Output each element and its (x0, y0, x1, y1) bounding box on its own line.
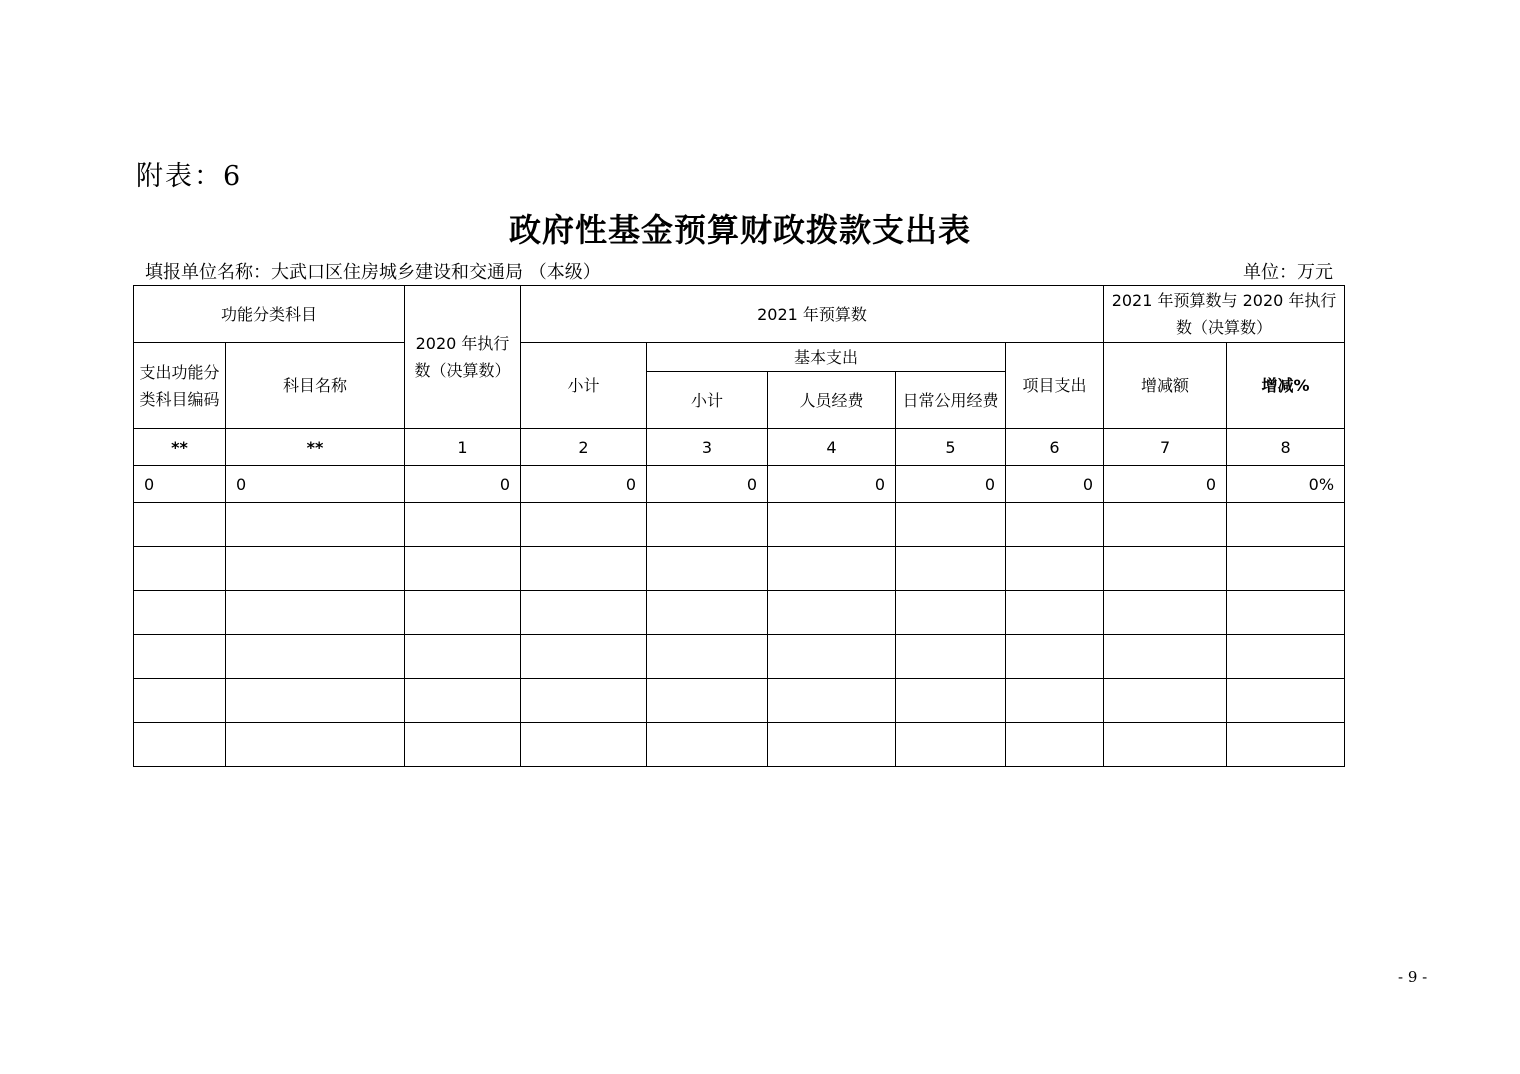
cell-change-amount: 0 (1104, 466, 1227, 503)
index-row (134, 429, 1345, 466)
header-change-percent: 增减% (1227, 343, 1345, 429)
empty-row (134, 503, 1345, 547)
expenditure-table (133, 285, 1345, 767)
table-row (134, 466, 1345, 503)
header-project: 项目支出 (1006, 343, 1104, 429)
header-change-amount: 增减额 (1104, 343, 1227, 429)
index-cell: 6 (1006, 429, 1104, 466)
cell-subtotal: 0 (521, 466, 647, 503)
header-subtotal: 小计 (521, 343, 647, 429)
index-cell: 4 (768, 429, 896, 466)
cell-change-percent: 0% (1227, 466, 1345, 503)
attachment-label: 附表：6 (136, 161, 243, 192)
empty-row (134, 635, 1345, 679)
index-cell: 7 (1104, 429, 1227, 466)
header-func-category: 功能分类科目 (134, 286, 405, 343)
header-basic: 基本支出 (647, 343, 1006, 372)
header-daily: 日常公用经费 (896, 372, 1006, 429)
header-2020-exec: 2020 年执行数（决算数） (405, 286, 521, 429)
header-name: 科目名称 (226, 343, 405, 429)
index-cell: ** (134, 429, 226, 466)
header-basic-subtotal: 小计 (647, 372, 768, 429)
header-personnel: 人员经费 (768, 372, 896, 429)
cell-project: 0 (1006, 466, 1104, 503)
header-compare: 2021 年预算数与 2020 年执行数（决算数） (1104, 286, 1345, 343)
page-title: 政府性基金预算财政拨款支出表 (508, 211, 971, 249)
cell-code: 0 (134, 466, 226, 503)
empty-row (134, 723, 1345, 767)
cell-daily: 0 (896, 466, 1006, 503)
index-cell: 3 (647, 429, 768, 466)
empty-row (134, 591, 1345, 635)
reporting-unit: 填报单位名称：大武口区住房城乡建设和交通局 （本级） (145, 262, 601, 283)
index-cell: 2 (521, 429, 647, 466)
cell-basic-subtotal: 0 (647, 466, 768, 503)
index-cell: 5 (896, 429, 1006, 466)
cell-2020-exec: 0 (405, 466, 521, 503)
currency-unit: 单位：万元 (1243, 262, 1333, 283)
cell-personnel: 0 (768, 466, 896, 503)
index-cell: 8 (1227, 429, 1345, 466)
page-number: - 9 - (1398, 968, 1428, 986)
cell-name: 0 (226, 466, 405, 503)
empty-row (134, 679, 1345, 723)
header-2021-budget: 2021 年预算数 (521, 286, 1104, 343)
index-cell: ** (226, 429, 405, 466)
header-code: 支出功能分类科目编码 (134, 343, 226, 429)
empty-row (134, 547, 1345, 591)
index-cell: 1 (405, 429, 521, 466)
